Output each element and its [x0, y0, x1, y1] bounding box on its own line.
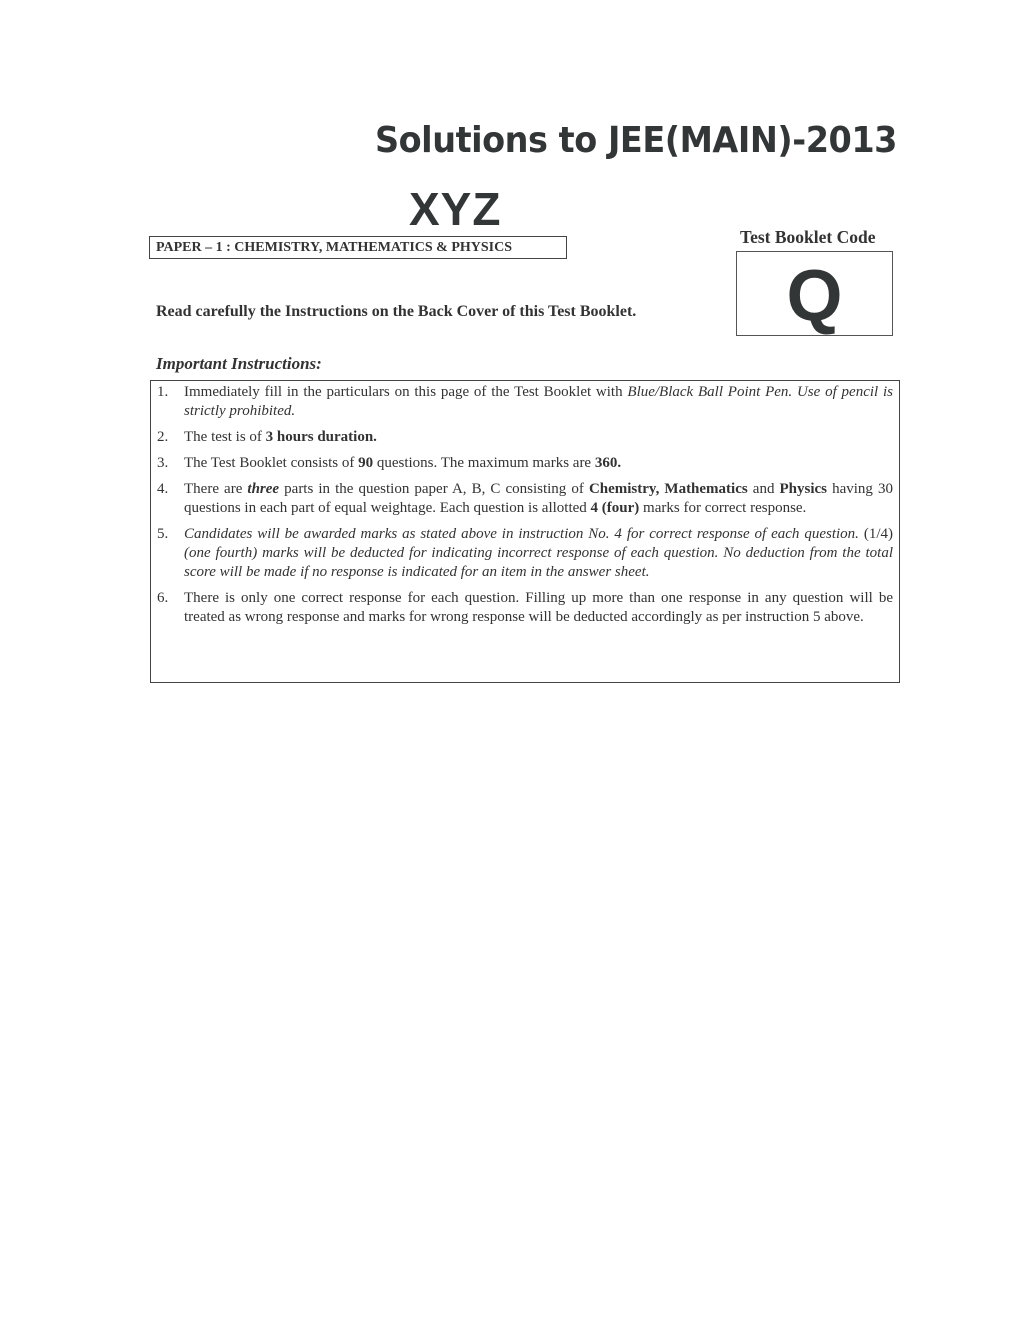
instruction-segment: Immediately fill in the particulars on this page of the Test Booklet with [184, 384, 628, 400]
instruction-item [157, 428, 893, 447]
document-title: Solutions to JEE(MAIN)-2013 [375, 120, 898, 161]
instruction-segment: There is only one correct response for each question. Filling up more than one response in any question will be treated as wrong response and marks for wrong response will be deducted accordingly as per instruction 5 above. [184, 590, 893, 625]
instruction-item [157, 589, 893, 627]
instruction-segment: Physics [779, 481, 828, 497]
instruction-text [184, 428, 893, 447]
instruction-segment: (one fourth) marks will be deducted for indicating incorrect response of each question. No deduction from the total score will be made if no response is indicated for an item in the answer sheet. [184, 545, 893, 580]
booklet-code-box [736, 251, 893, 336]
instruction-segment: 90 [358, 455, 374, 471]
instruction-segment: The test is of [184, 429, 266, 445]
instruction-number: 6. [157, 590, 169, 606]
instruction-item [157, 525, 893, 582]
instruction-number: 1. [157, 384, 169, 400]
instruction-segment: Chemistry, Mathematics [588, 481, 748, 497]
instruction-item [157, 454, 893, 473]
instructions-box [150, 380, 900, 683]
instruction-item [157, 383, 893, 421]
instruction-text [184, 589, 893, 627]
brand-logo-text: XYZ [409, 183, 502, 235]
instruction-segment: Blue/Black Ball Point Pen. Use of pencil is strictly prohibited. [184, 384, 893, 419]
instruction-segment: (1/4) [863, 526, 893, 542]
instruction-text [184, 480, 893, 518]
instruction-item [157, 480, 893, 518]
instruction-segment: marks for correct response. [639, 500, 807, 516]
instruction-text [184, 454, 893, 473]
instruction-segment: questions. The maximum marks are [373, 455, 595, 471]
instruction-segment: There are [184, 481, 248, 497]
instruction-text [184, 383, 893, 421]
instructions-list [157, 383, 893, 627]
instruction-text [184, 525, 893, 582]
instruction-segment: Candidates will be awarded marks as stated above in instruction No. 4 for correct response of each question. [184, 526, 864, 542]
instruction-segment: 3 hours duration. [265, 429, 377, 445]
booklet-code-value: Q [786, 255, 843, 336]
instruction-segment: having 30 questions in each part of equal weightage. Each question is allotted [184, 481, 893, 516]
instruction-number: 5. [157, 526, 169, 542]
booklet-code-label: Test Booklet Code [740, 227, 876, 247]
instruction-segment: and [747, 481, 780, 497]
paper-label-box: PAPER – 1 : CHEMISTRY, MATHEMATICS & PHYSICS [149, 236, 567, 259]
important-instructions-heading: Important Instructions: [156, 354, 322, 373]
instruction-number: 2. [157, 429, 169, 445]
instruction-number: 4. [157, 481, 169, 497]
read-instructions-note: Read carefully the Instructions on the Back Cover of this Test Booklet. [156, 303, 637, 320]
instruction-segment: 360. [594, 455, 622, 471]
instruction-segment: 4 (four) [590, 500, 640, 516]
instruction-segment: parts in the question paper A, B, C consisting of [279, 481, 589, 497]
instruction-segment: The Test Booklet consists of [184, 455, 359, 471]
instruction-number: 3. [157, 455, 169, 471]
instruction-segment: three [247, 481, 280, 497]
